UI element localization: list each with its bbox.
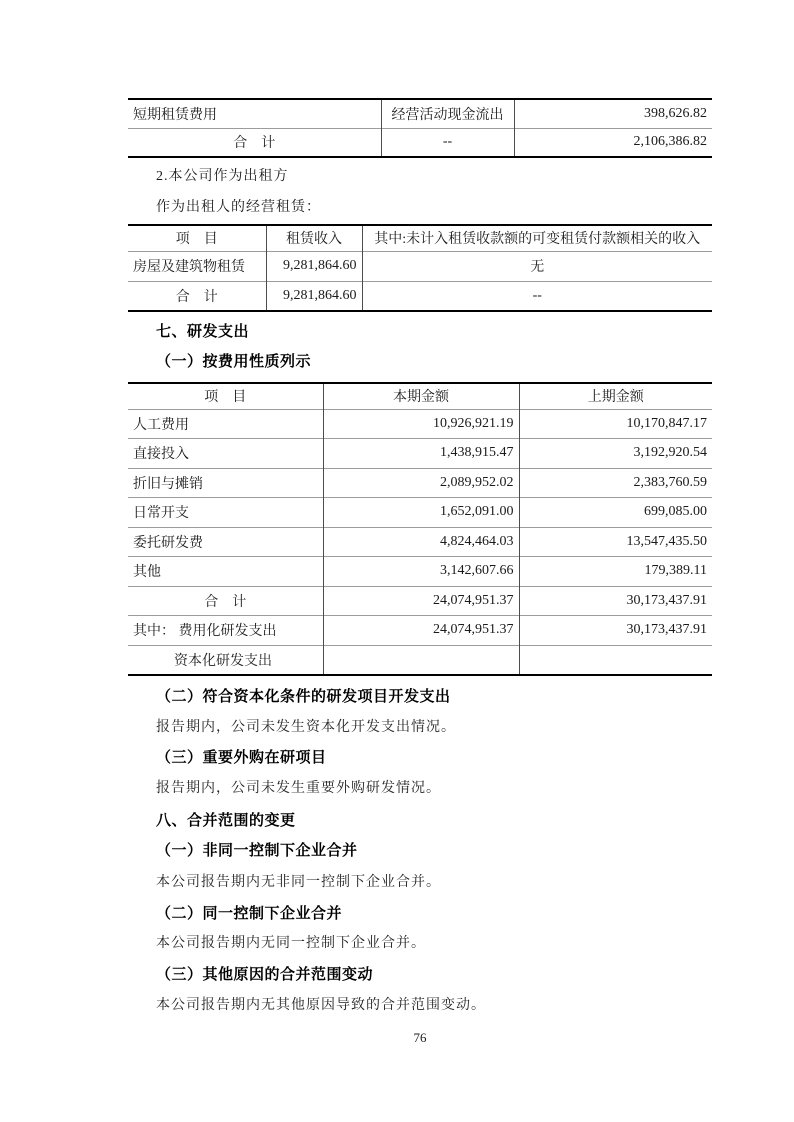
rd-item-cell: 人工费用 (128, 409, 323, 439)
merge-section-title: 八、合并范围的变更 (156, 811, 296, 829)
col-header-current: 本期金额 (323, 383, 519, 409)
lease-total-label-cell: 合 计 (128, 128, 381, 157)
rd-item-cell: 直接投入 (128, 439, 323, 469)
col-header-item: 项 目 (175, 232, 218, 248)
rd-capitalized-label-cell: 资本化研发支出 (128, 645, 323, 675)
note-cell: 无 (362, 251, 712, 281)
amount-cell: 2,106,386.82 (514, 128, 712, 157)
rd-item-cell: 其他 (128, 557, 323, 587)
current-amount-cell: 3,142,607.66 (323, 557, 519, 587)
prior-amount-cell: 30,173,437.91 (519, 586, 712, 616)
cash-flow-cell: -- (381, 128, 514, 157)
rd-total-label-cell: 合 计 (128, 586, 323, 616)
current-amount-cell: 24,074,951.37 (323, 586, 519, 616)
merge-item2-title: （二）同一控制下企业合并 (156, 904, 343, 922)
col-header-note: 其中:未计入租赁收款额的可变租赁付款额相关的收入 (362, 225, 712, 251)
table-header-row (128, 225, 712, 251)
lease-item-cell: 短期租赁费用 (133, 107, 217, 123)
table-row (128, 99, 712, 128)
merge-item2-body: 本公司报告期内无同一控制下企业合并。 (156, 935, 426, 951)
rd-section-title: 七、研发支出 (156, 323, 250, 340)
merge-item1-body: 本公司报告期内无非同一控制下企业合并。 (156, 874, 441, 890)
income-cell: 9,281,864.60 (266, 281, 362, 311)
lessor-section-intro: 作为出租人的经营租赁： (156, 200, 321, 215)
col-header-item: 项 目 (204, 390, 247, 406)
table-row (128, 527, 712, 557)
table-row (128, 616, 712, 646)
table-row (128, 409, 712, 439)
table-row (128, 468, 712, 498)
merge-item3-body: 本公司报告期内无其他原因导致的合并范围变动。 (156, 997, 486, 1013)
table-row (128, 439, 712, 469)
rental-total-label-cell: 合 计 (128, 281, 266, 311)
current-amount-cell: 4,824,464.03 (323, 527, 519, 557)
note-cell: -- (362, 281, 712, 311)
current-amount-cell: 1,652,091.00 (323, 498, 519, 528)
rental-income-table (128, 224, 712, 312)
prior-amount-cell: 179,389.11 (519, 557, 712, 587)
current-amount-cell: 1,438,915.47 (323, 439, 519, 469)
rd-sub3-title: （三）重要外购在研项目 (156, 748, 327, 766)
rd-sub2-title: （二）符合资本化条件的研发项目开发支出 (156, 687, 451, 705)
table-row-total (128, 128, 712, 157)
merge-item1-title: （一）非同一控制下企业合并 (156, 841, 358, 859)
rd-sub2-body: 报告期内，公司未发生资本化开发支出情况。 (156, 719, 456, 735)
table-row-total (128, 586, 712, 616)
table-row-total (128, 281, 712, 311)
table-row (128, 498, 712, 528)
col-header-income: 租赁收入 (266, 225, 362, 251)
table-row (128, 251, 712, 281)
rental-item-cell: 房屋及建筑物租赁 (128, 251, 266, 281)
table-row (128, 645, 712, 675)
prior-amount-cell: 3,192,920.54 (519, 439, 712, 469)
rd-item-cell: 委托研发费 (128, 527, 323, 557)
prior-amount-cell: 2,383,760.59 (519, 468, 712, 498)
rd-expensed-label-cell: 其中： 费用化研发支出 (128, 616, 323, 646)
lease-cost-table (128, 98, 712, 158)
table-row (128, 557, 712, 587)
rd-sub3-body: 报告期内，公司未发生重要外购研发情况。 (156, 780, 441, 796)
current-amount-cell: 24,074,951.37 (323, 616, 519, 646)
prior-amount-cell: 13,547,435.50 (519, 527, 712, 557)
income-cell: 9,281,864.60 (266, 251, 362, 281)
col-header-prior: 上期金额 (519, 383, 712, 409)
page-content (128, 0, 712, 1046)
prior-amount-cell: 10,170,847.17 (519, 409, 712, 439)
page-number: 76 (413, 1029, 427, 1045)
table-header-row (128, 383, 712, 409)
cash-flow-cell: 经营活动现金流出 (381, 99, 514, 128)
rd-expense-table (128, 382, 712, 676)
current-amount-cell (323, 645, 519, 675)
current-amount-cell: 10,926,921.19 (323, 409, 519, 439)
prior-amount-cell (519, 645, 712, 675)
amount-cell: 398,626.82 (514, 99, 712, 128)
rd-sub1-title: （一）按费用性质列示 (156, 353, 312, 370)
prior-amount-cell: 699,085.00 (519, 498, 712, 528)
merge-item3-title: （三）其他原因的合并范围变动 (156, 965, 374, 983)
prior-amount-cell: 30,173,437.91 (519, 616, 712, 646)
lessor-section-title: 2.本公司作为出租方 (156, 169, 289, 184)
rd-item-cell: 折旧与摊销 (128, 468, 323, 498)
current-amount-cell: 2,089,952.02 (323, 468, 519, 498)
rd-item-cell: 日常开支 (128, 498, 323, 528)
